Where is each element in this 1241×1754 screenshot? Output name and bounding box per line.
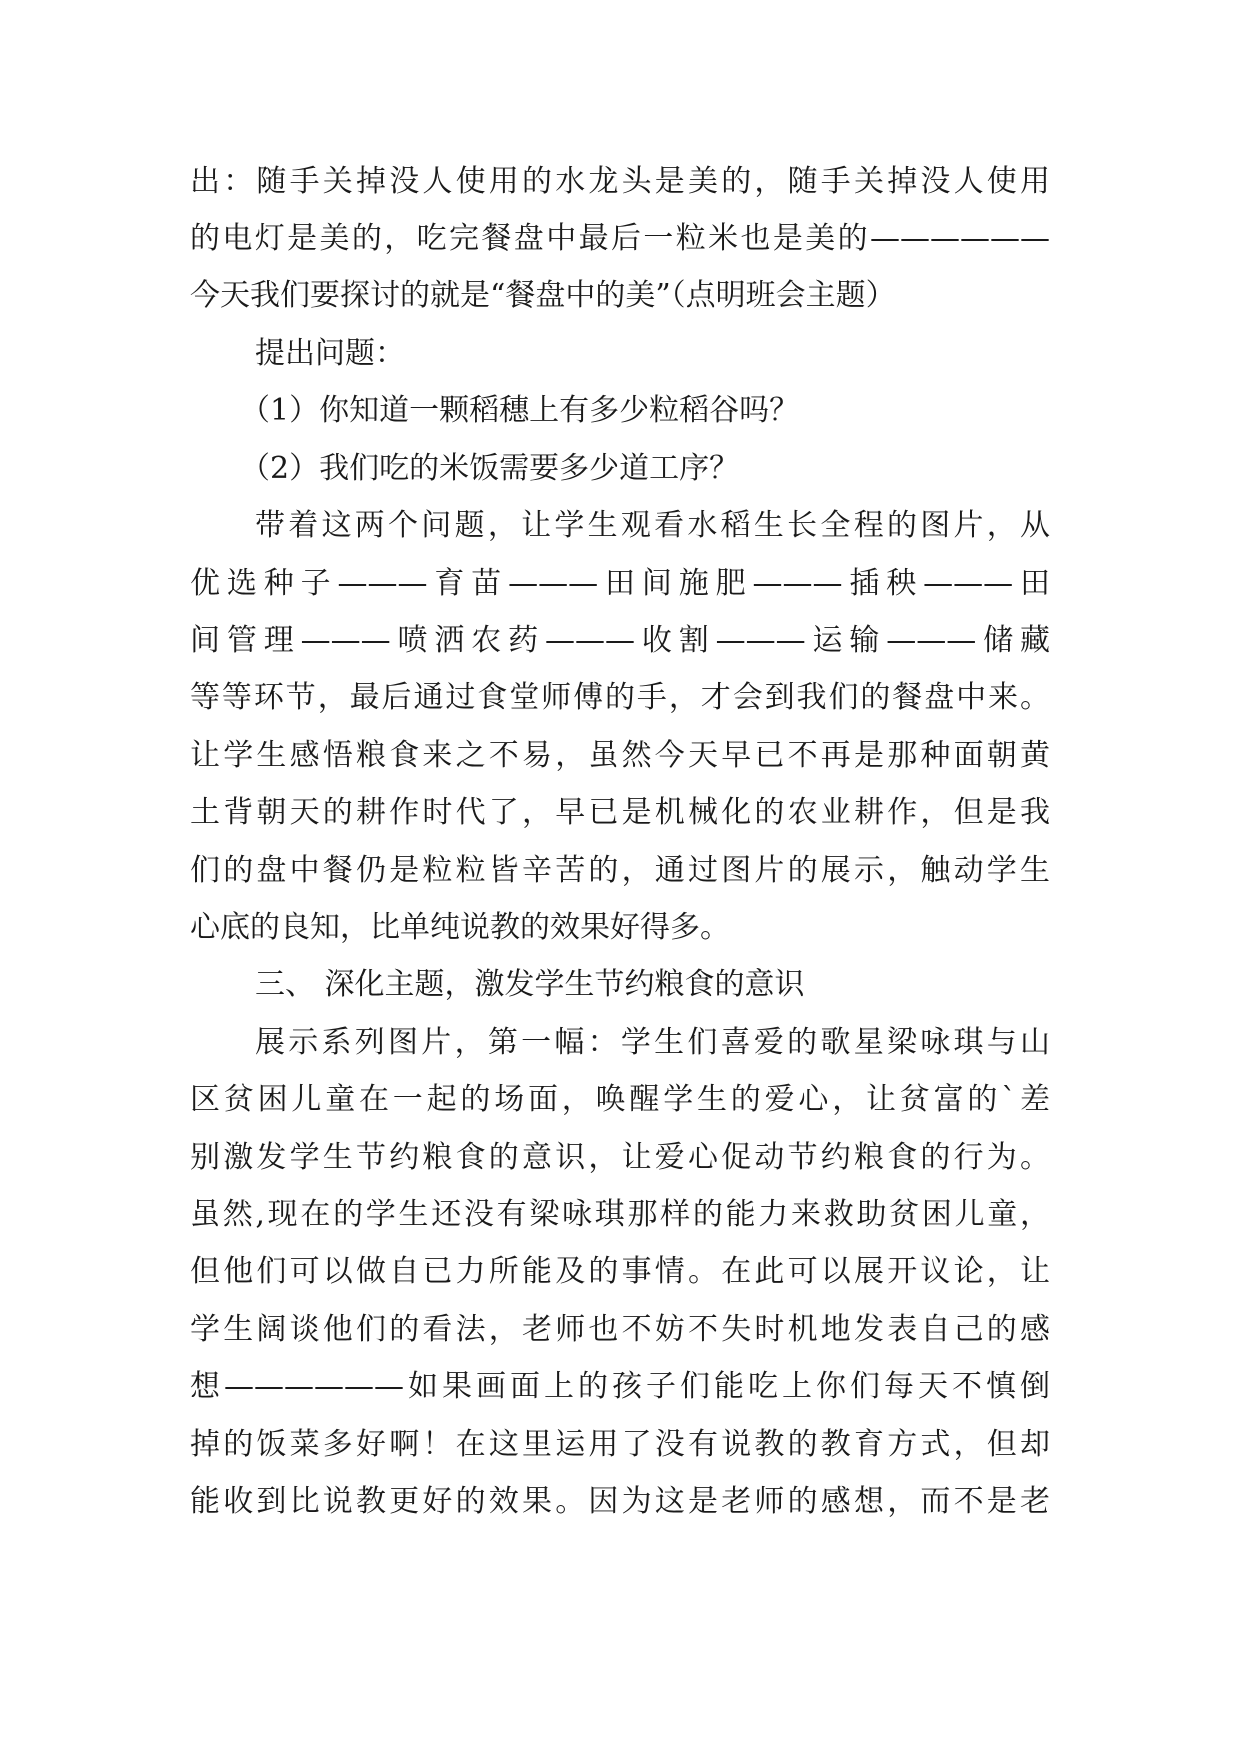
text-line: 别激发学生节约粮食的意识，让爱心促动节约粮食的行为。: [190, 1140, 1050, 1175]
text-line: 优选种子———育苗———田间施肥———插秧———田: [190, 566, 1050, 601]
text-line: 带着这两个问题，让学生观看水稻生长全程的图片，从: [255, 508, 1050, 543]
text-line: 虽然,现在的学生还没有梁咏琪那样的能力来救助贫困儿童，: [190, 1197, 1050, 1232]
question-2: （2）我们吃的米饭需要多少道工序？: [240, 451, 740, 486]
text-line: 土背朝天的耕作时代了，早已是机械化的农业耕作，但是我: [190, 795, 1050, 830]
text-line: 让学生感悟粮食来之不易，虽然今天早已不再是那种面朝黄: [190, 738, 1050, 773]
text-line: 展示系列图片，第一幅：学生们喜爱的歌星梁咏琪与山: [255, 1025, 1050, 1060]
text-line: 学生阔谈他们的看法，老师也不妨不失时机地发表自己的感: [190, 1312, 1050, 1347]
text-line: 的电灯是美的，吃完餐盘中最后一粒米也是美的——————: [190, 221, 1050, 256]
text-line: 想——————如果画面上的孩子们能吃上你们每天不慎倒: [190, 1369, 1050, 1404]
text-line: 提出问题：: [255, 336, 405, 371]
text-line: 出：随手关掉没人使用的水龙头是美的，随手关掉没人使用: [190, 164, 1050, 199]
text-line: 今天我们要探讨的就是“餐盘中的美”（点明班会主题）: [190, 278, 896, 313]
text-line: 区贫困儿童在一起的场面，唤醒学生的爱心，让贫富的`差: [190, 1082, 1050, 1117]
text-line: 等等环节，最后通过食堂师傅的手，才会到我们的餐盘中来。: [190, 680, 1050, 715]
text-line: 间管理———喷洒农药———收割———运输———储藏: [190, 623, 1050, 658]
text-line: 们的盘中餐仍是粒粒皆辛苦的，通过图片的展示，触动学生: [190, 853, 1050, 888]
text-line: 但他们可以做自已力所能及的事情。在此可以展开议论，让: [190, 1254, 1050, 1289]
text-line: 能收到比说教更好的效果。因为这是老师的感想，而不是老: [190, 1484, 1050, 1519]
text-line: 心底的良知，比单纯说教的效果好得多。: [190, 910, 730, 945]
question-1: （1）你知道一颗稻穗上有多少粒稻谷吗？: [240, 393, 800, 428]
section-heading: 三、 深化主题，激发学生节约粮食的意识: [255, 967, 805, 1002]
text-line: 掉的饭菜多好啊！在这里运用了没有说教的教育方式，但却: [190, 1427, 1050, 1462]
